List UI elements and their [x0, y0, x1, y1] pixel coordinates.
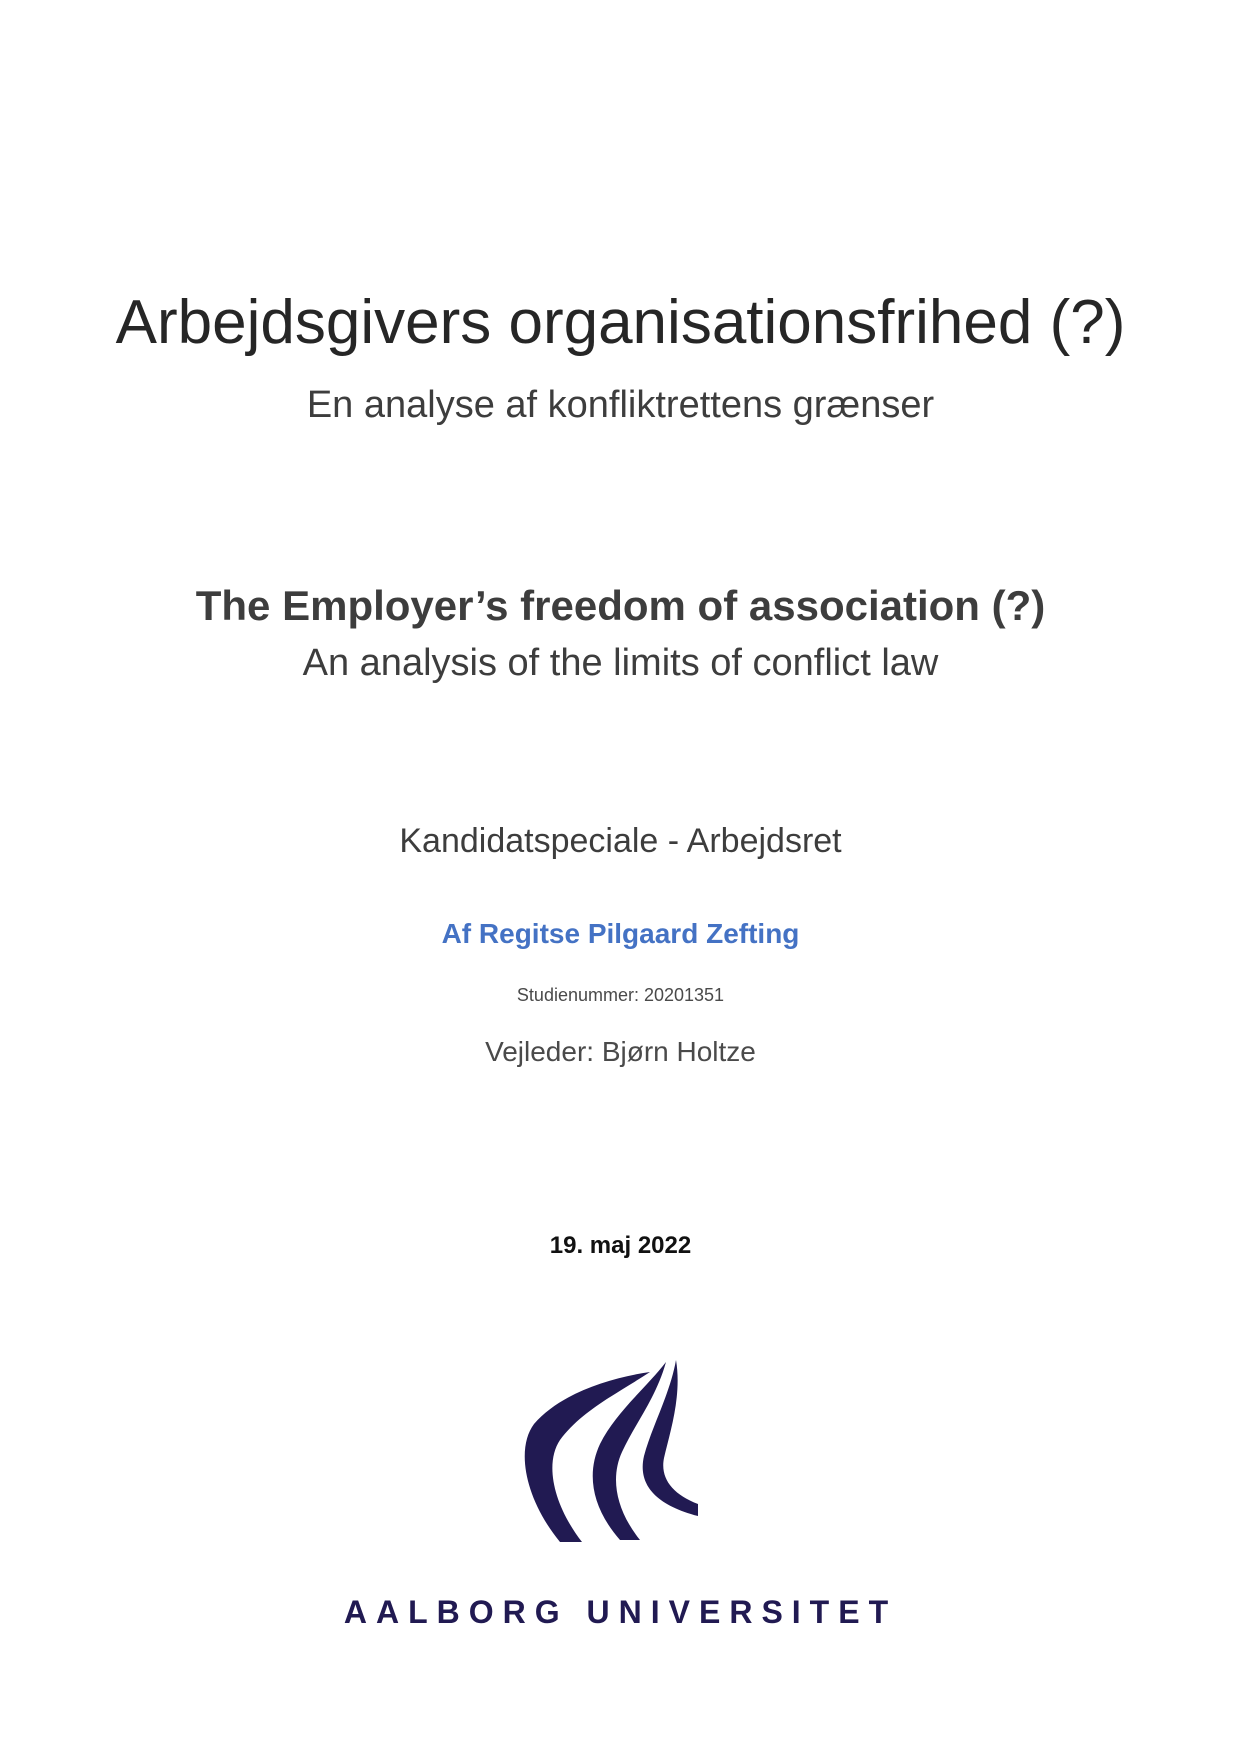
- author-name: Af Regitse Pilgaard Zefting: [441, 918, 800, 949]
- student-number: Studienummer: 20201351: [516, 985, 725, 1005]
- danish-title: Arbejdsgivers organisationsfrihed (?): [115, 288, 1126, 357]
- aalborg-university-logo-icon: [520, 1360, 700, 1550]
- university-name: AALBORG UNIVERSITET: [343, 1594, 898, 1630]
- danish-subtitle: En analyse af konfliktrettens grænser: [306, 384, 935, 426]
- english-title: The Employer’s freedom of association (?): [195, 582, 1046, 629]
- supervisor: Vejleder: Bjørn Holtze: [485, 1036, 756, 1067]
- submission-date: 19. maj 2022: [549, 1232, 692, 1259]
- logo-wave-left: [525, 1372, 650, 1542]
- english-subtitle: An analysis of the limits of conflict law: [302, 642, 939, 684]
- thesis-type: Kandidatspeciale - Arbejdsret: [399, 822, 842, 860]
